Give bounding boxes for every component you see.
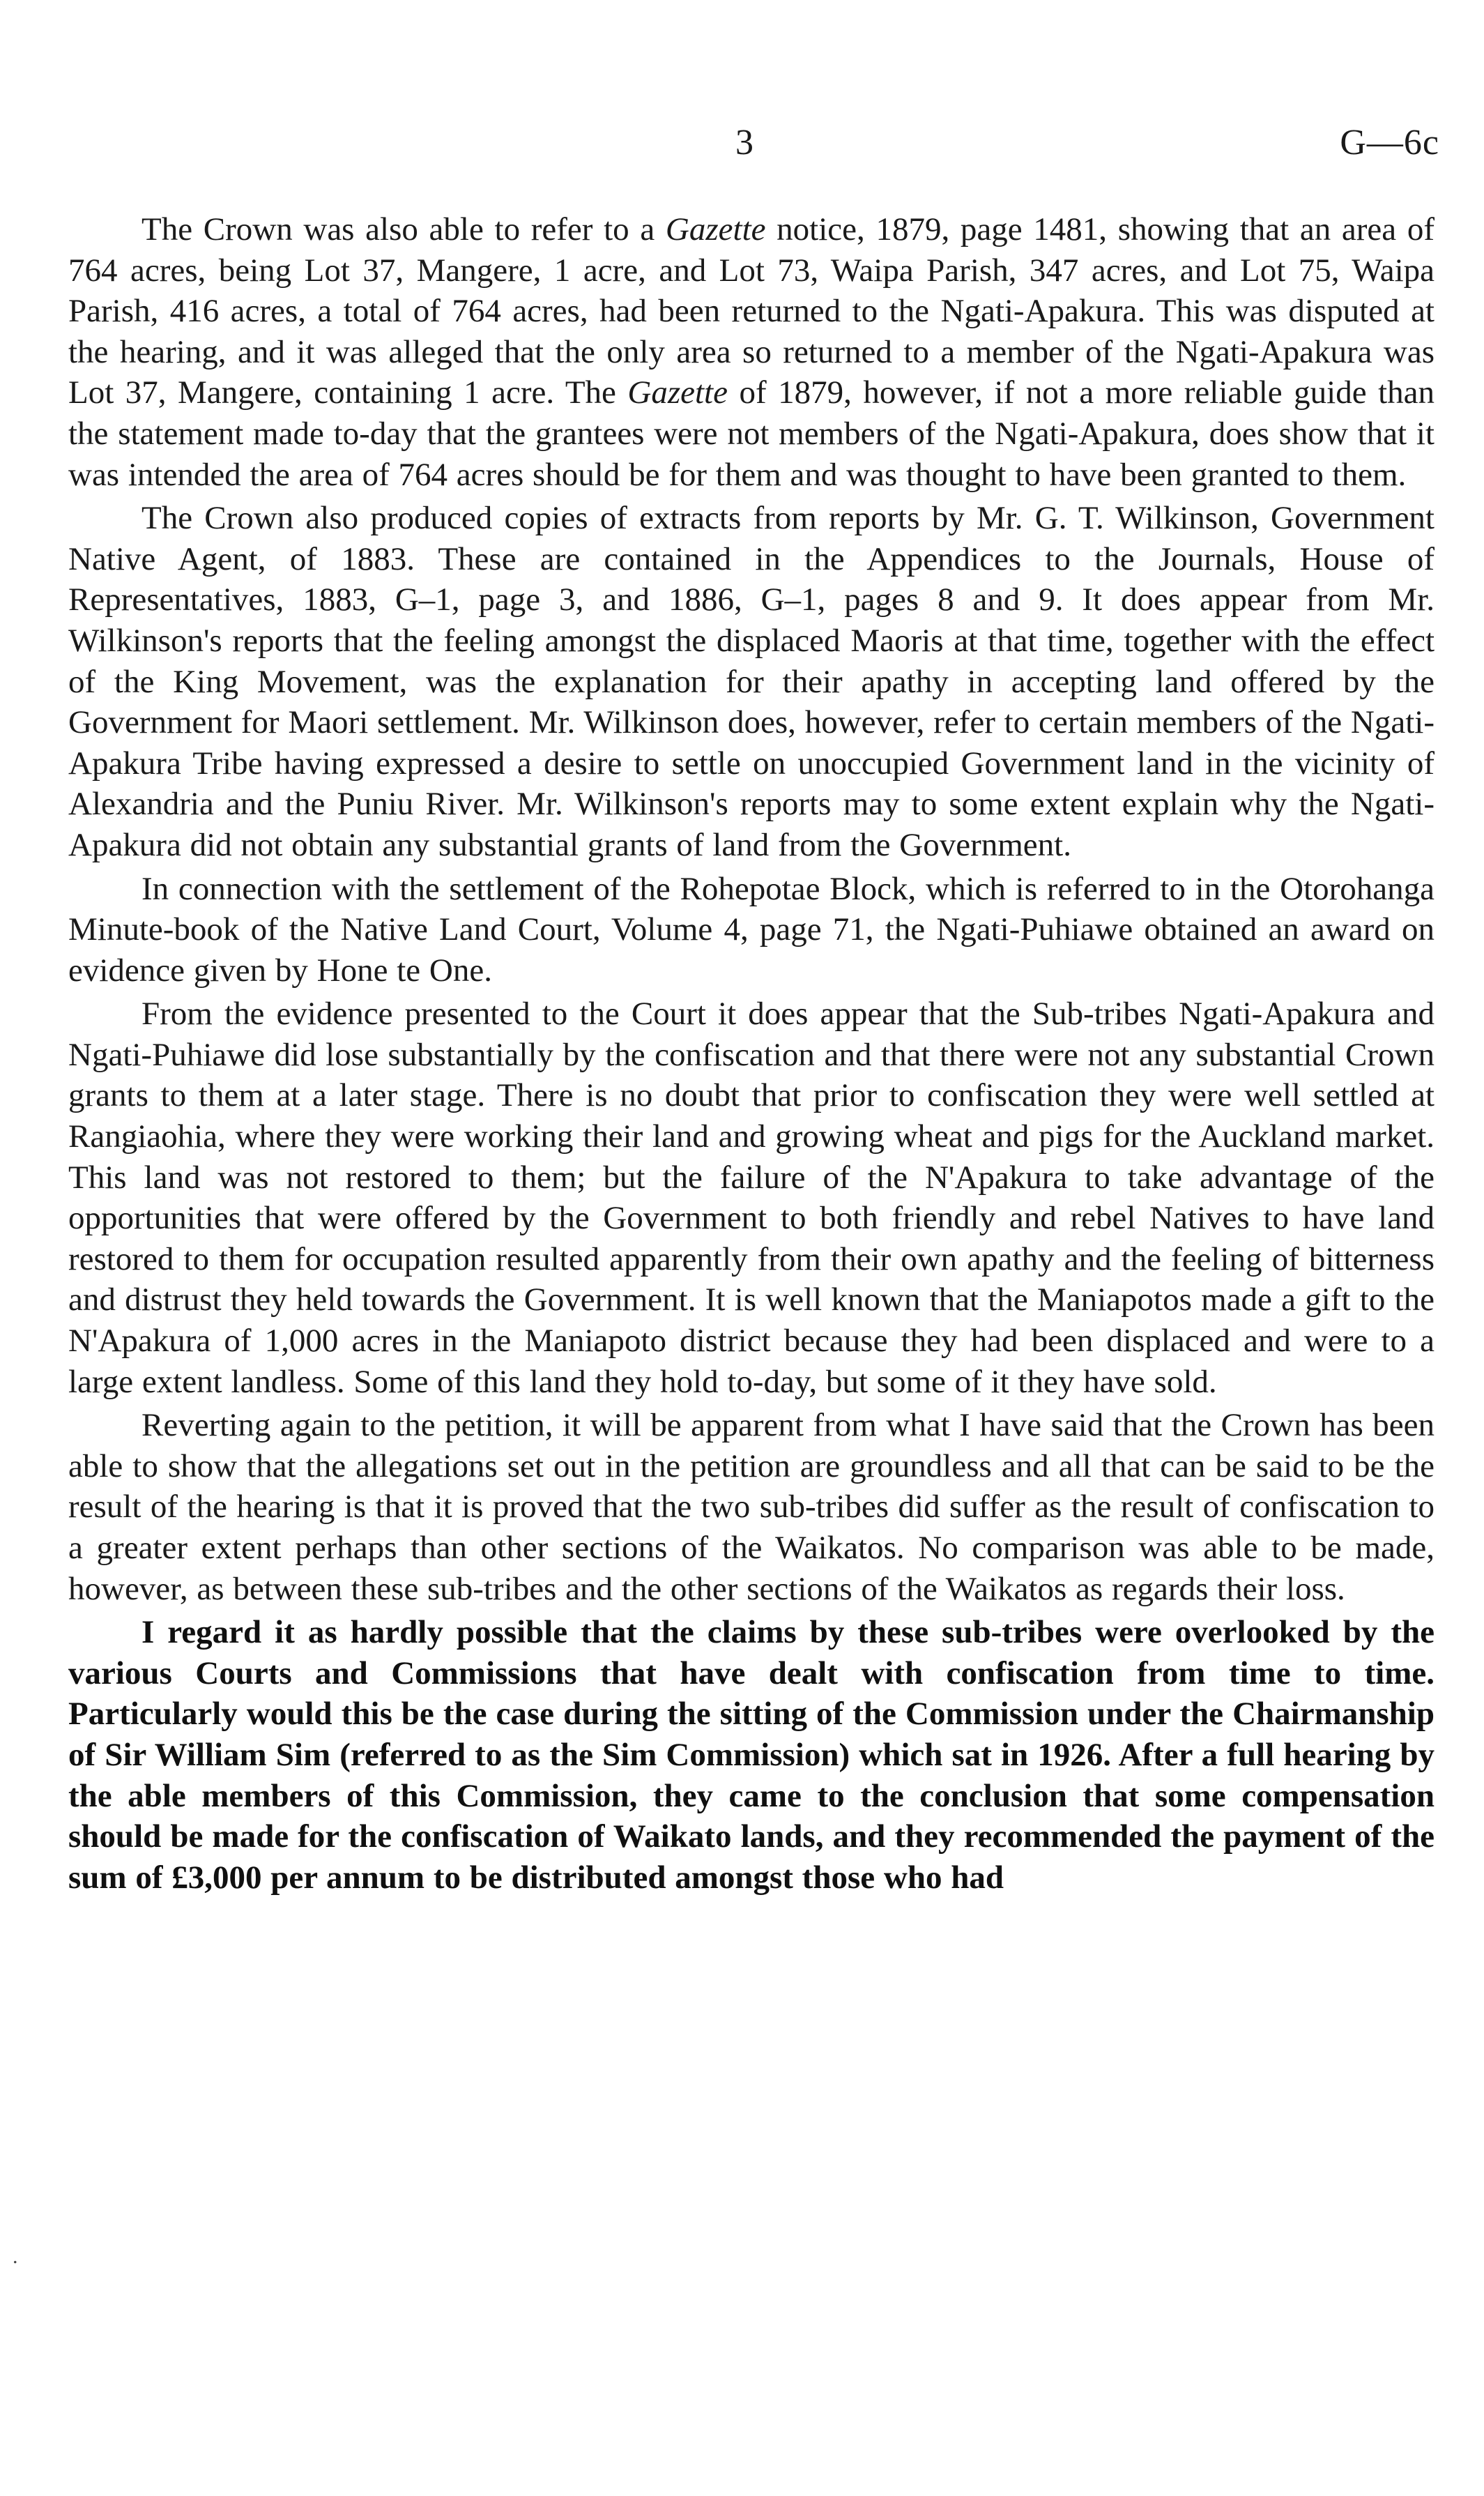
paragraph-text: of 1879, however, if not a more reliable guide than the statement made to-day that the grantees were not members of the Ngati-Apakura, does show that it was intended the area of 764 acres should be for them and was thought to have been granted to them. xyxy=(68,374,1435,493)
paragraph-wilkinson-reports: The Crown also produced copies of extracts from reports by Mr. G. T. Wilkinson, Government Native Agent, of 1883. These are contained in the Appendices to the Journals, House of Representatives, 1883, G–1, page 3, and 1886, G–1, pages 8 and 9. It does appear from Mr. Wilkinson's reports that the feeling amongst the displaced Maoris at that time, together with the effect of the King Movement, was the explanation for their apathy in accepting land offered by the Government for Maori settlement. Mr. Wilkinson does, however, refer to certain members of the Ngati-Apakura Tribe having expressed a desire to settle on unoccupied Government land in the vicinity of Alexandria and the Puniu River. Mr. Wilkinson's reports may to some extent explain why the Ngati-Apakura did not obtain any substantial grants of land from the Government. xyxy=(68,500,1435,863)
paragraph-rohepotae-block: In connection with the settlement of the Rohepotae Block, which is referred to in the Otorohanga Minute-book of the Native Land Court, Volume 4, page 71, the Ngati-Puhiawe obtained an award on evidence given by Hone te One. xyxy=(68,870,1435,989)
paragraph-text: The Crown was also able to refer to a xyxy=(141,211,666,248)
gazette-title: Gazette xyxy=(627,374,728,411)
paragraph-court-evidence: From the evidence presented to the Court it does appear that the Sub-tribes Ngati-Apakura and Ngati-Puhiawe did lose substantially by the confiscation and that there were not any substantial Crown grants to them at a later stage. There is no doubt that prior to confiscation they were well settled at Rangiaohia, where they were working their land and growing wheat and pigs for the Auckland market. This land was not restored to them; but the failure of the N'Apakura to take advantage of the opportunities that were offered by the Government to both friendly and rebel Natives to have land restored to them for occupation resulted apparently from their own apathy and the feeling of bitterness and distrust they held towards the Government. It is well known that the Maniapotos made a gift to the N'Apakura of 1,000 acres in the Maniapoto district because they had been displaced and were to a large extent landless. Some of this land they hold to-day, but some of it they have sold. xyxy=(68,996,1435,1400)
document-body xyxy=(68,209,1435,1901)
paragraph-gazette-notice xyxy=(68,209,1435,495)
page-number: 3 xyxy=(735,123,754,162)
margin-mark: . xyxy=(13,2245,18,2268)
paragraph-text: notice, 1879, page 1481, showing that an area of 764 acres, being Lot 37, Mangere, 1 acre, and Lot 73, Waipa Parish, 347 acres, and Lot 75, Waipa Parish, 416 acres, a total of 764 acres, had been returned to the Ngati-Apakura. This was disputed at the hearing, and it was alleged that the only area so returned to a member of the Ngati-Apakura was Lot 37, Mangere, containing 1 acre. The xyxy=(68,211,1435,411)
paragraph-petition: Reverting again to the petition, it will be apparent from what I have said that the Crown has been able to show that the allegations set out in the petition are groundless and all that can be said to be the result of the hearing is that it is proved that the two sub-tribes did suffer as the result of confiscation to a greater extent perhaps than other sections of the Waikatos. No comparison was able to be made, however, as between these sub-tribes and the other sections of the Waikatos as regards their loss. xyxy=(68,1407,1435,1607)
page-header xyxy=(0,122,1484,178)
document-reference: G—6c xyxy=(1340,123,1439,162)
gazette-title: Gazette xyxy=(665,211,766,248)
paragraph-sim-commission: I regard it as hardly possible that the claims by these sub-tribes were overlooked by the various Courts and Commissions that have dealt with confiscation from time to time. Particularly would this be the case during the sitting of the Commission under the Chairmanship of Sir William Sim (referred to as the Sim Commission) which sat in 1926. After a full hearing by the able members of this Commission, they came to the conclusion that some compensation should be made for the confiscation of Waikato lands, and they recommended the payment of the sum of £3,000 per annum to be distributed amongst those who had xyxy=(68,1614,1435,1896)
